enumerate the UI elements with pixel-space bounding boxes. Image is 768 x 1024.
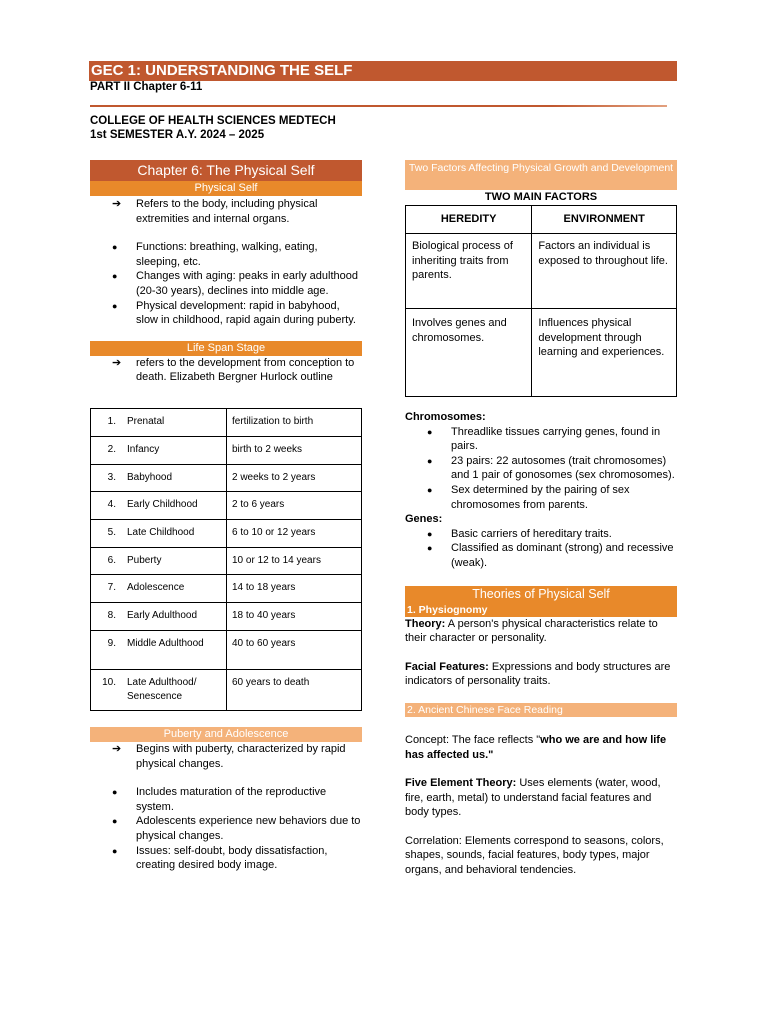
bullet-icon: ● — [427, 426, 433, 437]
physiognomy-heading: 1. Physiognomy — [405, 603, 677, 617]
table-row: 10. Late Adulthood/ Senescence 60 years to death — [91, 669, 362, 710]
table-row: 4. Early Childhood 2 to 6 years — [91, 491, 362, 519]
bullet-icon: ● — [112, 242, 118, 253]
facial-features-paragraph: Facial Features: Expressions and body structures are indicators of personality traits. — [405, 660, 671, 688]
bullet-icon: ● — [112, 787, 118, 798]
factors-table — [405, 205, 677, 397]
theories-heading: Theories of Physical Self — [405, 586, 677, 603]
list-item: ● Threadlike tissues carrying genes, found in pairs. — [427, 425, 661, 453]
physical-self-heading: Physical Self — [90, 181, 362, 196]
left-column — [90, 160, 362, 873]
right-column — [405, 160, 677, 878]
document-title: GEC 1: UNDERSTANDING THE SELF — [89, 61, 677, 81]
table-row: 2. Infancy birth to 2 weeks — [91, 436, 362, 464]
chromosomes-label: Chromosomes: — [405, 411, 486, 423]
arrow-icon: ➔ — [112, 742, 122, 755]
table-row: Biological process of inheriting traits from parents. Factors an individual is exposed to throughout life. — [406, 234, 677, 309]
theory-paragraph: Theory: A person's physical characteristics relate to their character or personality. — [405, 617, 658, 645]
bullet-icon: ● — [112, 271, 118, 282]
bullet-icon: ● — [427, 543, 433, 554]
header-divider — [90, 105, 667, 107]
bullet-icon: ● — [112, 300, 118, 311]
concept-paragraph: Concept: The face reflects "who we are and how life has affected us." — [405, 733, 667, 761]
table-header-row — [406, 206, 677, 234]
list-item: ➔ Begins with puberty, characterized by rapid physical changes. — [112, 742, 346, 770]
bullet-icon: ● — [112, 845, 118, 856]
semester: 1st SEMESTER A.Y. 2024 – 2025 — [90, 129, 265, 141]
list-item: ➔ Refers to the body, including physical extremities and internal organs. — [112, 198, 318, 225]
table-row: 9. Middle Adulthood 40 to 60 years — [91, 630, 362, 669]
table-row: 6. Puberty 10 or 12 to 14 years — [91, 547, 362, 574]
bullet-icon: ● — [427, 484, 433, 495]
bullet-icon: ● — [427, 528, 433, 539]
two-main-factors-label: TWO MAIN FACTORS — [484, 191, 598, 203]
table-row: Involves genes and chromosomes. Influences physical development through learning and experiences. — [406, 309, 677, 397]
arrow-icon: ➔ — [112, 356, 122, 369]
list-item: ● 23 pairs: 22 autosomes (trait chromosomes) and 1 pair of gonosomes (sex chromosomes). — [427, 454, 675, 482]
bullet-icon: ● — [427, 455, 433, 466]
table-row: 7. Adolescence 14 to 18 years — [91, 574, 362, 602]
column-header: ENVIRONMENT — [532, 206, 677, 234]
college-name: COLLEGE OF HEALTH SCIENCES MEDTECH — [90, 115, 336, 127]
list-item: ● Functions: breathing, walking, eating, sleeping, etc. — [112, 241, 318, 268]
table-row: 8. Early Adulthood 18 to 40 years — [91, 602, 362, 630]
list-item: ● Issues: self-doubt, body dissatisfaction, creating desired body image. — [112, 844, 328, 872]
table-row: 3. Babyhood 2 weeks to 2 years — [91, 464, 362, 491]
bullet-icon: ● — [112, 816, 118, 827]
correlation-paragraph: Correlation: Elements correspond to seasons, colors, shapes, sounds, facial features, body types, major organs, and behavioral tendencies. — [405, 834, 664, 877]
life-span-table — [90, 408, 362, 711]
table-row: 5. Late Childhood 6 to 10 or 12 years — [91, 519, 362, 547]
list-item: ● Adolescents experience new behaviors due to physical changes. — [112, 815, 361, 842]
table-row: 1. Prenatal fertilization to birth — [91, 408, 362, 436]
list-item: ● Physical development: rapid in babyhood, slow in childhood, rapid again during puberty. — [112, 299, 356, 327]
list-item: ● Sex determined by the pairing of sex chromosomes from parents. — [427, 483, 630, 511]
document-subtitle: PART II Chapter 6-11 — [90, 81, 203, 93]
two-factors-heading: Two Factors Affecting Physical Growth and Development — [405, 160, 677, 190]
genes-label: Genes: — [405, 513, 443, 526]
chinese-face-reading-heading: 2. Ancient Chinese Face Reading — [405, 703, 677, 717]
column-header: HEREDITY — [406, 206, 532, 234]
college-heading — [90, 114, 336, 142]
list-item: ● Basic carriers of hereditary traits. — [427, 527, 612, 540]
arrow-icon: ➔ — [112, 198, 122, 210]
list-item: ● Changes with aging: peaks in early adulthood (20-30 years), declines into middle age. — [112, 270, 358, 297]
chapter-title: Chapter 6: The Physical Self — [90, 160, 362, 181]
five-element-paragraph: Five Element Theory: Uses elements (water, wood, fire, earth, metal) to understand facial features and body types. — [405, 777, 661, 819]
life-span-heading: Life Span Stage — [90, 341, 362, 356]
list-item: ● Includes maturation of the reproductive system. — [112, 786, 327, 813]
puberty-heading: Puberty and Adolescence — [90, 727, 362, 742]
list-item: ● Classified as dominant (strong) and recessive (weak). — [427, 542, 674, 569]
list-item: ➔ refers to the development from conception to death. Elizabeth Bergner Hurlock outline — [112, 356, 355, 384]
